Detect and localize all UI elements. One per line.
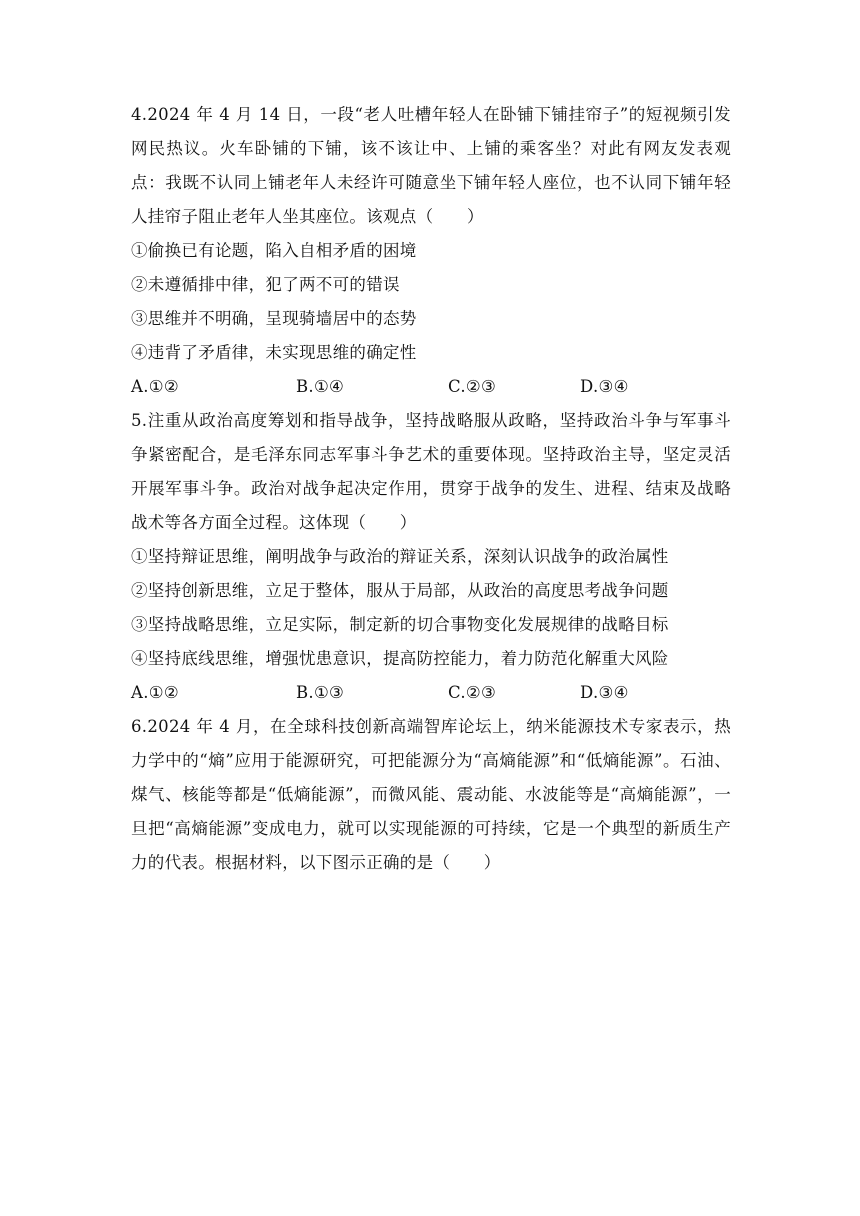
answer-choices — [131, 370, 731, 404]
choice-c: C.②③ — [448, 377, 497, 396]
question-4 — [131, 98, 731, 404]
option-3: ③坚持战略思维，立足实际，制定新的切合事物变化发展规律的战略目标 — [131, 615, 669, 634]
question-list — [131, 98, 731, 880]
answer-choices — [131, 676, 731, 710]
choice-d: D.③④ — [580, 683, 629, 702]
choice-c: C.②③ — [448, 683, 497, 702]
option-4: ④违背了矛盾律，未实现思维的确定性 — [131, 343, 417, 362]
choice-a: A.①② — [131, 377, 179, 396]
question-stem: 5.注重从政治高度筹划和指导战争，坚持战略服从政略，坚持政治斗争与军事斗争紧密配合，是毛泽东同志军事斗争艺术的重要体现。坚持政治主导，坚定灵活开展军事斗争。政治对战争起决定作用，贯穿于战争的发生、进程、结束及战略战术等各方面全过程。这体现（ ） — [131, 411, 731, 532]
option-4: ④坚持底线思维，增强忧患意识，提高防控能力，着力防范化解重大风险 — [131, 649, 669, 668]
option-2: ②未遵循排中律，犯了两不可的错误 — [131, 275, 400, 294]
option-1: ①坚持辩证思维，阐明战争与政治的辩证关系，深刻认识战争的政治属性 — [131, 547, 669, 566]
choice-d: D.③④ — [580, 377, 629, 396]
question-stem: 6.2024 年 4 月，在全球科技创新高端智库论坛上，纳米能源技术专家表示，热力学中的“熵”应用于能源研究，可把能源分为“高熵能源”和“低熵能源”。石油、煤气、核能等都是“低熵能源”，而微风能、震动能、水波能等是“高熵能源”，一旦把“高熵能源”变成电力，就可以实现能源的可持续，它是一个典型的新质生产力的代表。根据材料，以下图示正确的是（ ） — [131, 717, 731, 872]
choice-b: B.①③ — [296, 683, 345, 702]
question-stem: 4.2024 年 4 月 14 日，一段“老人吐槽年轻人在卧铺下铺挂帘子”的短视频引发网民热议。火车卧铺的下铺，该不该让中、上铺的乘客坐？对此有网友发表观点：我既不认同上铺老年人未经许可随意坐下铺年轻人座位，也不认同下铺年轻人挂帘子阻止老年人坐其座位。该观点（ ） — [131, 105, 731, 226]
question-5 — [131, 404, 731, 710]
choice-b: B.①④ — [296, 377, 345, 396]
option-1: ①偷换已有论题，陷入自相矛盾的困境 — [131, 241, 417, 260]
option-3: ③思维并不明确，呈现骑墙居中的态势 — [131, 309, 417, 328]
option-2: ②坚持创新思维，立足于整体，服从于局部，从政治的高度思考战争问题 — [131, 581, 669, 600]
choice-a: A.①② — [131, 683, 179, 702]
question-6 — [131, 710, 731, 880]
